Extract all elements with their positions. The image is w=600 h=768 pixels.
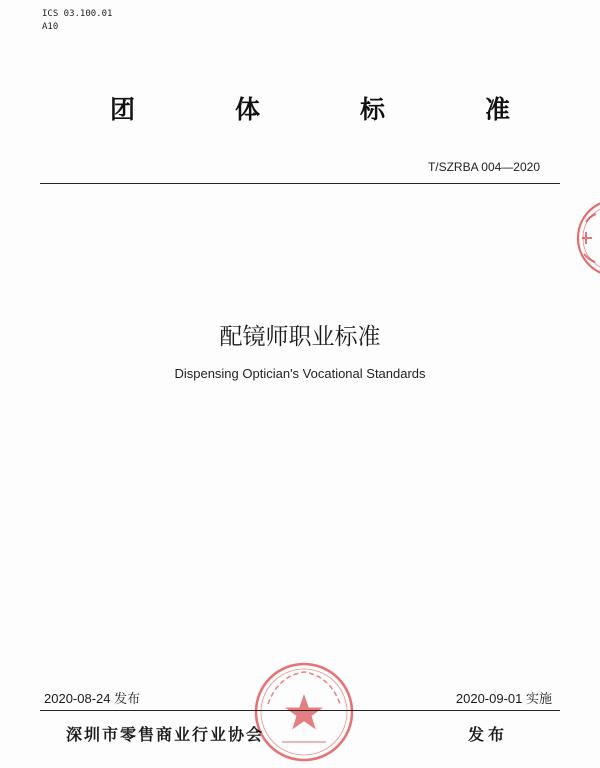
- issue-date: 2020-08-24 发布: [44, 691, 141, 706]
- official-seal-icon: [252, 660, 356, 764]
- title-char-1: 团: [110, 95, 136, 124]
- title-char-3: 标: [359, 95, 385, 124]
- bottom-divider: [40, 710, 560, 711]
- classification-codes: [42, 8, 112, 34]
- publish-label: 发布: [467, 725, 508, 744]
- publisher-name: 深圳市零售商业行业协会: [66, 725, 265, 744]
- ics-code: ICS 03.100.01: [42, 9, 113, 19]
- document-type-title: [110, 92, 510, 128]
- standard-number: T/SZRBA 004—2020: [427, 160, 540, 174]
- title-char-2: 体: [234, 95, 260, 124]
- class-code: A10: [42, 22, 59, 32]
- title-char-4: 准: [484, 95, 510, 124]
- seal-stamp-icon: [572, 196, 600, 280]
- standard-title-zh: 配镜师职业标准: [219, 324, 381, 350]
- top-divider: [40, 183, 560, 184]
- standard-title-en: Dispensing Optician's Vocational Standards: [174, 366, 426, 381]
- implementation-date: 2020-09-01 实施: [455, 691, 552, 706]
